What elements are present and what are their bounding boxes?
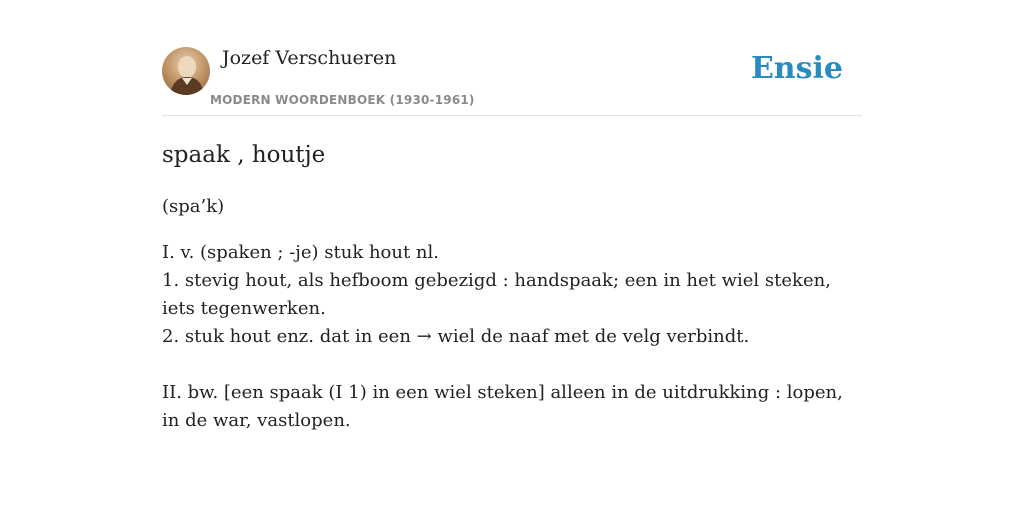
- definition-line: II. bw. [een spaak (I 1) in een wiel steken] alleen in de uitdrukking : lopen, in de war, vastlopen.: [162, 382, 843, 431]
- definition-line: 1. stevig hout, als hefboom gebezigd : handspaak; een in het wiel steken, iets tegenwerken.: [162, 270, 831, 319]
- source-dictionary[interactable]: MODERN WOORDENBOEK (1930-1961): [210, 93, 475, 107]
- author-portrait-icon: [162, 47, 210, 95]
- author-name[interactable]: Jozef Verschueren: [222, 47, 397, 69]
- entry-title: spaak , houtje: [162, 142, 326, 168]
- definition-blank-line: [162, 351, 862, 379]
- entry-pronunciation: (spa’k): [162, 196, 225, 217]
- definition-line: 2. stuk hout enz. dat in een → wiel de naaf met de velg verbindt.: [162, 326, 750, 347]
- author-avatar[interactable]: [162, 47, 210, 95]
- definition-line: I. v. (spaken ; -je) stuk hout nl.: [162, 242, 440, 263]
- entry-card: [162, 0, 862, 512]
- brand-logo[interactable]: Ensie: [750, 51, 843, 86]
- entry-definition: [162, 239, 862, 435]
- entry-header: [162, 0, 862, 116]
